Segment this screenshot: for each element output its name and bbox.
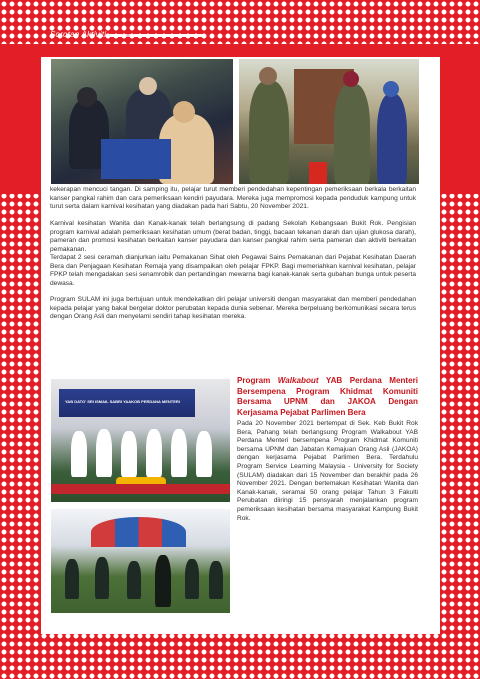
canopy-tent: [91, 517, 186, 547]
table-cloth: [101, 139, 171, 179]
subheading-rest: YAB Perdana Menteri Bersempena Program Khidmat Komuniti Bersama UPNM dan JAKOA Dengan Kerjasama Pejabat Parlimen Bera: [237, 376, 418, 417]
paragraph-4: Program SULAM ini juga bertujuan untuk mendekatkan diri pelajar universiti dengan masyarakat dan memberi pendedahan kepada pelajar yang bakal bergelar doktor perubatan kepada dunia sebenar. Mereka berpeluang berkomunikasi secara terus dengan Orang Asli dan menyelami sendiri tahap kesihatan mereka.: [50, 296, 416, 321]
photo-stage-ceremony: [50, 378, 231, 503]
paragraph-2: Karnival kesihatan Wanita dan Kanak-kanak telah berlangsung di padang Sekolah Kebangsaan Bukit Rok. Pengisian program karnival adalah pemeriksaan kesihatan umum (berat badan, tinggi, bacaan tekanan darah dan ujian glukosa darah), pameran dan promosi kesihatan berkaitan kanser payudara dan kanser pangkal rahim serta pameran dan aktiviti berkaitan pemakanan.: [50, 220, 416, 253]
person-figure: [96, 429, 112, 477]
paragraph-1: kekerapan mencuci tangan. Di samping itu, pelajar turut memberi pendedahan kepentingan pemeriksaan berkala berkaitan kanser pangkal rahim dan cara pemeriksaan kendiri payudara. Mereka juga mempromosi kepada penduduk kampung untuk turut serta dalam karnival kesihatan yang diadakan pada hari Sabtu, 20 November 2021.: [50, 186, 416, 211]
decor-line: [110, 34, 122, 37]
decor-line: [134, 34, 204, 37]
person-figure: [249, 81, 289, 184]
person-head: [383, 81, 399, 97]
person-figure: [196, 431, 212, 477]
person-head: [77, 87, 97, 107]
person-figure: [71, 431, 87, 477]
person-head: [139, 77, 157, 95]
section-label: Sorotan Aktiviti: [50, 30, 107, 39]
person-figure: [377, 94, 407, 184]
person-head: [259, 67, 277, 85]
photo-officers-visit: [238, 58, 420, 185]
person-figure: [185, 559, 199, 599]
person-figure: [121, 431, 137, 477]
photo-health-screening: [50, 58, 234, 185]
article-subheading: [237, 376, 418, 418]
person-figure: [171, 429, 187, 477]
paragraph-5: Pada 20 November 2021 bertempat di Sek. Keb Bukit Rok Bera, Pahang telah berlangsung Program Walkabout YAB Perdana Menteri bersempena Program Khidmat Komuniti bersama UPNM dan Jabatan Kemajuan Orang Asli (JAKOA) dengan kerjasama Pejabat Parlimen Bera. Terdahulu Program Service Learning Malaysia - University for Society (SULAM) diadakan dari 15 November dan berakhir pada 26 November 2021. Dengan bertemakan Kesihatan Wanita dan Kanak-kanak, seramai 50 orang pelajar Tahun 3 Fakulti Perubatan diiringi 15 pensyarah menjalankan program pemeriksaan kesihatan bersama masyarakat Kampung Bukit Rok.: [237, 420, 418, 522]
person-head: [343, 71, 359, 87]
person-figure: [65, 559, 79, 599]
person-figure: [146, 429, 162, 477]
person-figure: [334, 84, 370, 184]
stage-banner-text: YAB DATO' SRI ISMAIL SABRI YAAKOB PERDANA MENTERI: [65, 399, 180, 404]
decor-line: [124, 34, 132, 37]
photo-aerobics-session: [50, 508, 231, 614]
paragraph-3: Terdapat 2 sesi ceramah dianjurkan iaitu Pemakanan Sihat oleh Pegawai Sains Pemakanan dari Pejabat Kesihatan Daerah Bera dan Penjagaan Kesihatan Remaja yang disampaikan oleh pelajar FPKP. Bagi memeriahkan karnival kesihatan, pelajar FPKP telah mengadakan sesi senamrobik dan pertandingan mewarna bagi kanak-kanak serta gubahan bunga untuk peserta dewasa.: [50, 254, 416, 287]
person-head: [173, 101, 195, 123]
person-figure: [155, 555, 171, 607]
person-figure: [95, 557, 109, 599]
person-figure: [209, 561, 223, 599]
person-figure: [127, 561, 141, 599]
red-container: [309, 162, 327, 184]
red-carpet: [51, 484, 230, 494]
subheading-prefix: Program: [237, 376, 278, 385]
subheading-italic: Walkabout: [277, 376, 319, 385]
